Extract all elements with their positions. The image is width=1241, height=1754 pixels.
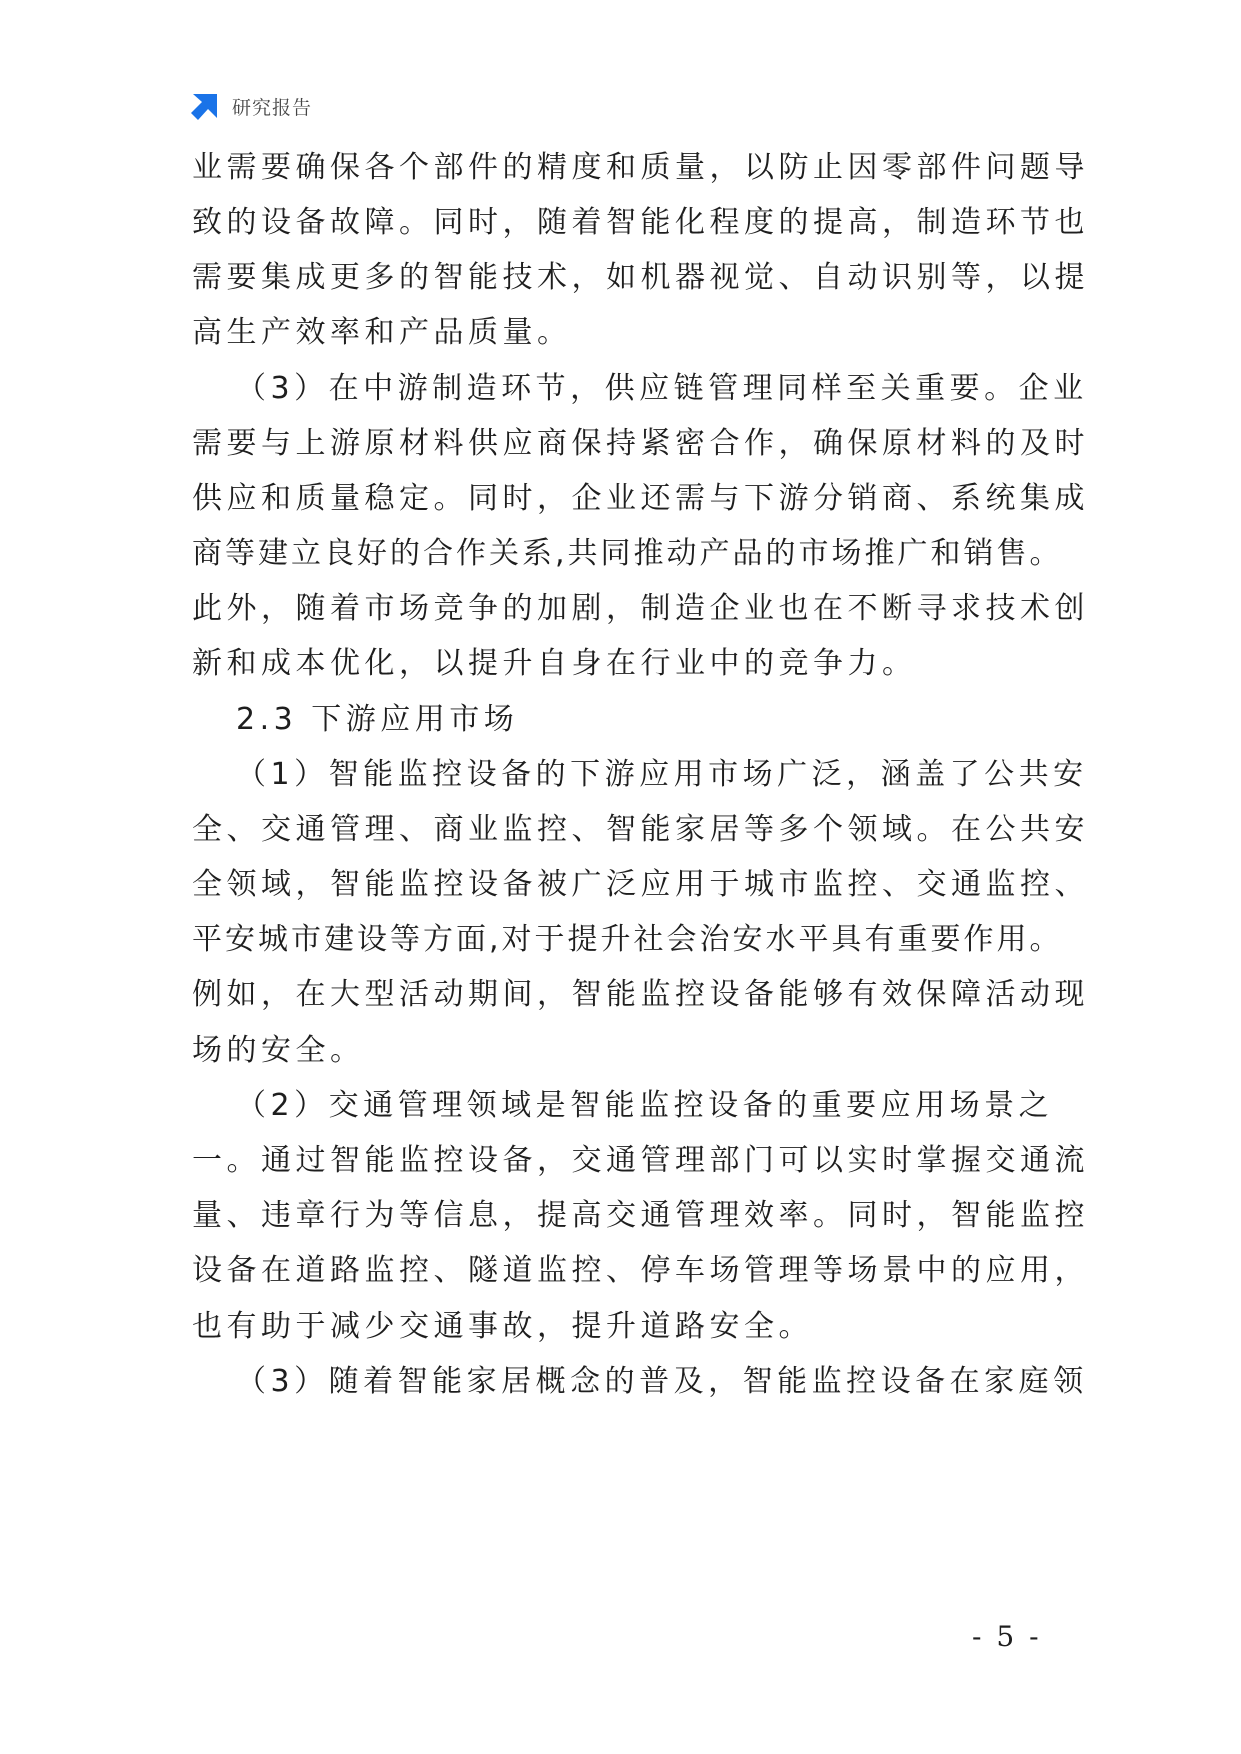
text-line: 例如，在大型活动期间，智能监控设备能够有效保障活动现	[192, 977, 1089, 1012]
paragraph-start-line: （3）随着智能家居概念的普及，智能监控设备在家庭领	[236, 1364, 1088, 1399]
text-line: 一。通过智能监控设备，交通管理部门可以实时掌握交通流	[192, 1143, 1089, 1178]
text-line: 需要集成更多的智能技术，如机器视觉、自动识别等，以提	[192, 260, 1089, 295]
text-line: 设备在道路监控、隧道监控、停车场管理等场景中的应用，	[192, 1253, 1089, 1288]
arrow-up-right-icon	[189, 90, 221, 122]
text-line: 场的安全。	[192, 1033, 365, 1068]
text-line: 全、交通管理、商业监控、智能家居等多个领域。在公共安	[192, 812, 1089, 847]
paragraph-start-line: （3）在中游制造环节，供应链管理同样至关重要。企业	[236, 371, 1088, 406]
text-line: 致的设备故障。同时，随着智能化程度的提高，制造环节也	[192, 205, 1089, 240]
text-line: 也有助于减少交通事故，提升道路安全。	[192, 1309, 813, 1344]
paragraph-start-line: （1）智能监控设备的下游应用市场广泛，涵盖了公共安	[236, 757, 1088, 792]
text-line: 新和成本优化，以提升自身在行业中的竞争力。	[192, 646, 917, 681]
text-line: 需要与上游原材料供应商保持紧密合作，确保原材料的及时	[192, 426, 1089, 461]
header-title: 研究报告	[232, 96, 313, 119]
text-line: 商等建立良好的合作关系,共同推动产品的市场推广和销售。	[192, 536, 1063, 571]
paragraph-start-line: （2）交通管理领域是智能监控设备的重要应用场景之	[236, 1088, 1054, 1123]
report-header	[189, 88, 312, 124]
text-line: 全领域，智能监控设备被广泛应用于城市监控、交通监控、	[192, 867, 1089, 902]
text-line: 平安城市建设等方面,对于提升社会治安水平具有重要作用。	[192, 922, 1063, 957]
text-line: 供应和质量稳定。同时，企业还需与下游分销商、系统集成	[192, 481, 1089, 516]
text-line: 此外，随着市场竞争的加剧，制造企业也在不断寻求技术创	[192, 591, 1089, 626]
text-line: 高生产效率和产品质量。	[192, 315, 572, 350]
section-heading: 2.3 下游应用市场	[236, 702, 519, 737]
page-number: - 5 -	[972, 1620, 1042, 1653]
text-line: 业需要确保各个部件的精度和质量，以防止因零部件问题导	[192, 150, 1089, 185]
text-line: 量、违章行为等信息，提高交通管理效率。同时，智能监控	[192, 1198, 1089, 1233]
